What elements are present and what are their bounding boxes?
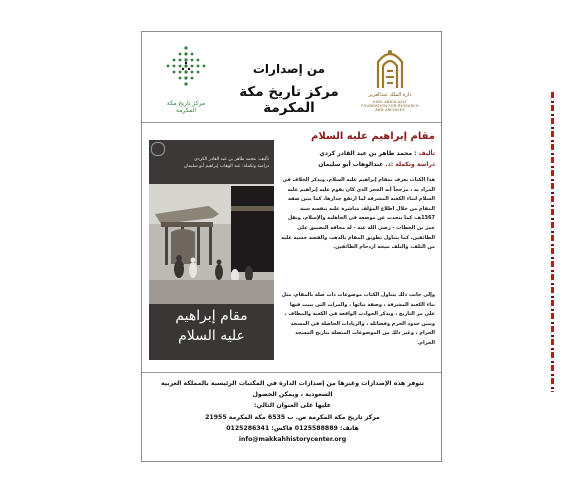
logo-left-caption: مركز تاريخ مكة المكرمة: [166, 100, 206, 114]
book-cover: [149, 140, 274, 360]
editor-row: [280, 159, 435, 170]
footer-address: مركز تاريخ مكة المكرمة ص. ب 6535 مكة المكرمة 21955: [205, 413, 380, 421]
book-cover-title-line-2: عليه السلام: [178, 328, 245, 344]
book-title: مقام إبراهيم عليه السلام: [311, 131, 435, 142]
editor-label: دراسة وتكملة :د.: [385, 161, 435, 168]
book-credits: [280, 148, 435, 170]
decorative-side-bar: [551, 92, 554, 392]
availability-footer: [148, 378, 437, 445]
footer-phone-fax: هاتف: 0125588889 فاكس: 0125286341: [226, 424, 359, 432]
makkah-history-center-logo: [156, 44, 216, 114]
book-description-2: وإلى جانب ذلك يتناول الكتاب موضوعات ذات صلة بالمقام، مثل بناء الكعبة المشرفة ، وصفة بنائها ، والمرات التي بنيت فيها على مر التاريخ ، ويذكر الحوادث الواقعة في الكعبة والمطاف ، ويبين حدود الحرم وفضائله ، والزيادات الحاصلة في المسجد الحرام ، وغير ذلك من الموضوعات المتصلة بتاريخ المسجد الحرام.: [281, 292, 435, 346]
darah-logo: [360, 44, 420, 116]
publisher-seal-icon: [151, 142, 165, 156]
author-label: تأليف :: [414, 150, 435, 157]
editor-name: عبدالوهاب أبو سليمان: [318, 161, 384, 168]
book-description: هذا الكتاب يعرف بمقام إبراهيم عليه السلام، ويذكر الخلاف في المراد به ، مرجحاً أنه الحجر الذي كان يقوم عليه إبراهيم عليه السلام لبناء الكعبة المشرفة لما ارتفع جدارها، كما يبين صفة المقام من خلال اطلاع المؤلف مباشرة عليه بنفسه سنة 1367هـ، كما يتحدث عن موضعه في الجاهلية والإسلام، ونقل عمر بن الخطاب - رضي الله عنه - له مخافة التضييق على الطائفين، كما يتناول تطويق المقام بالذهب والفضة خشية عليه من التلف، والتلف نتيجة ازدحام الطائفين.: [281, 177, 435, 251]
book-cover-author: تأليف: محمد طاهر بن عبد القادر الكردي: [194, 157, 269, 162]
flyer-page: [141, 31, 442, 462]
header-line-2: مركز تاريخ مكة المكرمة: [239, 84, 339, 116]
author-row: [280, 148, 435, 159]
book-cover-credits: [159, 157, 269, 170]
author-name: محمد طاهر بن عبد القادر كردي: [319, 150, 413, 157]
logo-right-caption-en: KING ABDULAZIZ FOUNDATION FOR RESEARCH AND ARCHIVES: [361, 100, 419, 112]
footer-divider: [142, 372, 441, 373]
darah-emblem-icon: [360, 44, 420, 92]
footer-line-2: عليها على العنوان التالي:: [253, 402, 332, 410]
header-line-1: من إصدارات: [252, 62, 326, 76]
footer-line-1: تتوفر هذه الإصدارات وغيرها من إصدارات الدارة في المكتبات الرئيسية بالمملكة العربية السعودية ، ويمكن الحصول: [161, 380, 424, 399]
footer-email-link[interactable]: info@makkahhistorycenter.org: [238, 436, 347, 444]
logo-right-caption-ar: دارة الملك عبدالعزيز: [368, 92, 412, 98]
maqam-photo: [149, 184, 274, 304]
header-divider: [142, 122, 441, 123]
star-pattern-icon: [166, 44, 206, 98]
book-cover-title-line-1: مقام إبراهيم: [175, 308, 248, 324]
book-cover-editor: دراسة وتكملة: عبد الوهاب إبراهيم أبو سليمان: [183, 163, 269, 169]
